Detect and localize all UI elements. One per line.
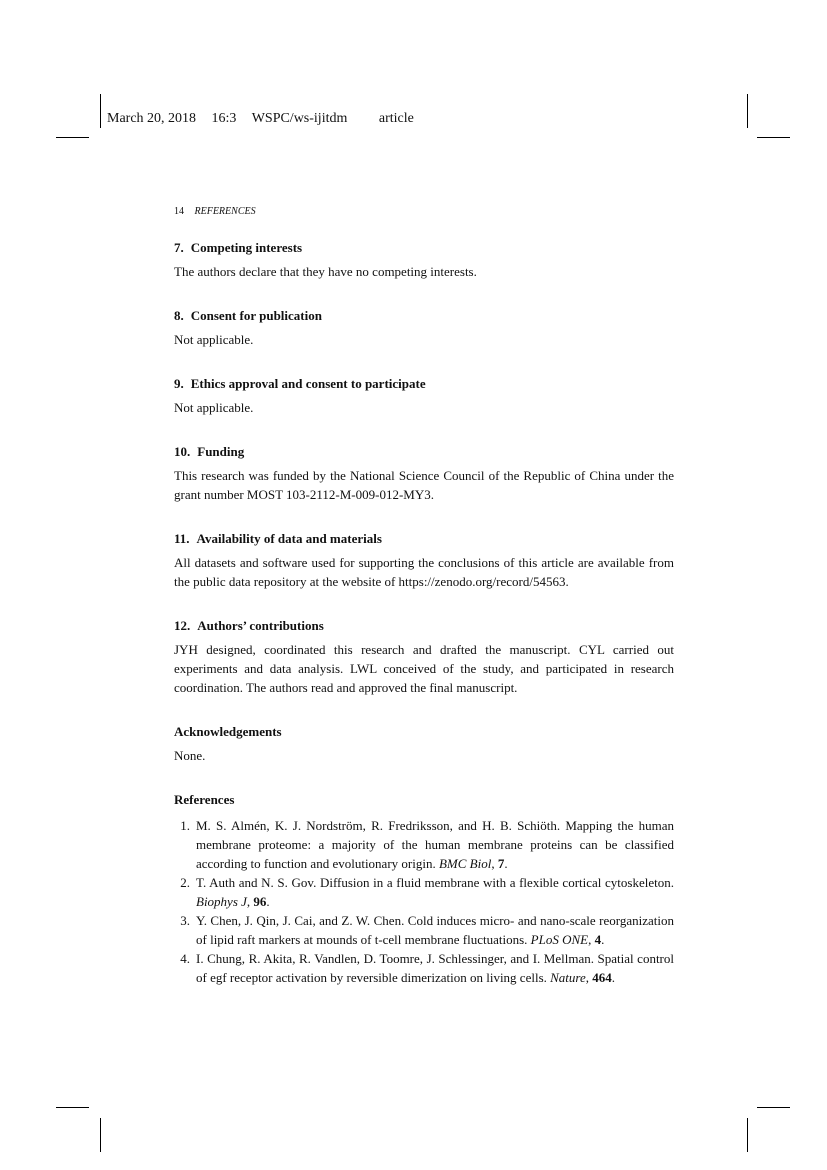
section-number: 10. <box>174 444 191 459</box>
reference-citation: M. S. Almén, K. J. Nordström, R. Fredriksson, and H. B. Schiöth. Mapping the human membrane proteome: a majority of the human membrane proteins can be classified according to function and evolutionary origin. <box>196 818 674 871</box>
reference-volume: 7 <box>497 856 505 871</box>
section-body: The authors declare that they have no competing interests. <box>174 264 477 279</box>
section-title: Consent for publication <box>190 308 322 323</box>
header-time: 16:3 <box>211 111 237 126</box>
section-body: Not applicable. <box>174 400 254 415</box>
header-date: March 20, 2018 <box>107 111 197 126</box>
section-number: 12. <box>174 618 191 633</box>
reference-text: T. Auth and N. S. Gov. Diffusion in a fluid membrane with a flexible cortical cytoskeleton. Biophys J, 96. <box>196 875 674 909</box>
reference-item <box>174 873 674 911</box>
reference-journal: Biophys J <box>196 894 247 909</box>
section-consent-for-publication <box>174 306 674 349</box>
crop-mark-top-left-vertical <box>100 94 101 128</box>
section-heading <box>174 442 674 461</box>
section-acknowledgements <box>174 722 674 765</box>
section-data-availability <box>174 529 674 591</box>
crop-mark-bottom-left-vertical <box>100 1118 101 1152</box>
section-number: 9. <box>174 376 184 391</box>
section-body: All datasets and software used for supporting the conclusions of this article are available from the public data repository at the website of https://zenodo.org/record/54563. <box>174 555 674 589</box>
section-title: Availability of data and materials <box>196 531 382 546</box>
section-body: This research was funded by the National Science Council of the Republic of China under the grant number MOST 103-2112-M-009-012-MY3. <box>174 468 674 502</box>
reference-citation: Y. Chen, J. Qin, J. Cai, and Z. W. Chen. Cold induces micro- and nano-scale reorganization of lipid raft markers at mounds of t-cell membrane fluctuations. <box>196 913 674 947</box>
section-heading <box>174 306 674 325</box>
reference-item <box>174 816 674 873</box>
reference-text: M. S. Almén, K. J. Nordström, R. Fredriksson, and H. B. Schiöth. Mapping the human membrane proteome: a majority of the human membrane proteins can be classified according to function and evolutionary origin. BMC Biol, 7. <box>196 818 674 871</box>
page-header <box>174 206 256 217</box>
page-number: 14 <box>174 206 184 217</box>
page-header-title: REFERENCES <box>194 206 256 217</box>
section-heading <box>174 616 674 635</box>
running-header <box>107 111 426 127</box>
header-type: article <box>378 111 414 126</box>
section-heading: References <box>174 792 235 807</box>
section-title: Authors’ contributions <box>197 618 324 633</box>
reference-text: I. Chung, R. Akita, R. Vandlen, D. Toomre, J. Schlessinger, and I. Mellman. Spatial control of egf receptor activation by reversible dimerization on living cells. Nature, 464. <box>196 951 674 985</box>
reference-journal: PLoS ONE <box>530 932 589 947</box>
section-heading <box>174 238 674 257</box>
reference-number: 3. <box>180 913 190 928</box>
section-funding <box>174 442 674 504</box>
reference-item <box>174 949 674 987</box>
section-competing-interests <box>174 238 674 281</box>
reference-number: 4. <box>180 951 190 966</box>
reference-journal: BMC Biol <box>438 856 492 871</box>
section-title: Funding <box>197 444 245 459</box>
reference-volume: 96 <box>253 894 267 909</box>
crop-mark-bottom-right-vertical <box>747 1118 748 1152</box>
crop-mark-top-right-horizontal <box>757 137 790 138</box>
crop-mark-bottom-left-horizontal <box>56 1107 89 1108</box>
section-ethics-approval <box>174 374 674 417</box>
section-heading: Acknowledgements <box>174 724 282 739</box>
crop-mark-top-left-horizontal <box>56 137 89 138</box>
section-authors-contributions <box>174 616 674 697</box>
reference-item <box>174 911 674 949</box>
section-heading <box>174 374 674 393</box>
section-title: Competing interests <box>190 240 303 255</box>
section-number: 11. <box>174 531 190 546</box>
section-number: 7. <box>174 240 184 255</box>
section-title: Ethics approval and consent to participate <box>190 376 426 391</box>
reference-citation: I. Chung, R. Akita, R. Vandlen, D. Toomre, J. Schlessinger, and I. Mellman. Spatial control of egf receptor activation by reversible dimerization on living cells. <box>196 951 674 985</box>
reference-list <box>174 816 674 987</box>
reference-volume: 4 <box>594 932 602 947</box>
section-body: None. <box>174 748 206 763</box>
reference-number: 1. <box>180 818 190 833</box>
section-body: JYH designed, coordinated this research and drafted the manuscript. CYL carried out experiments and data analysis. LWL conceived of the study, and participated in research coordination. The authors read and approved the final manuscript. <box>174 642 674 695</box>
reference-number: 2. <box>180 875 190 890</box>
reference-text: Y. Chen, J. Qin, J. Cai, and Z. W. Chen. Cold induces micro- and nano-scale reorganization of lipid raft markers at mounds of t-cell membrane fluctuations. PLoS ONE, 4. <box>196 913 674 947</box>
reference-volume: 464 <box>592 970 612 985</box>
reference-journal: Nature <box>550 970 586 985</box>
header-class: WSPC/ws-ijitdm <box>251 111 348 126</box>
crop-mark-top-right-vertical <box>747 94 748 128</box>
crop-mark-bottom-right-horizontal <box>757 1107 790 1108</box>
section-number: 8. <box>174 308 184 323</box>
section-heading <box>174 529 674 548</box>
section-references <box>174 790 674 987</box>
page-content <box>174 238 674 1012</box>
reference-citation: T. Auth and N. S. Gov. Diffusion in a fluid membrane with a flexible cortical cytoskeleton. <box>196 875 674 890</box>
section-body: Not applicable. <box>174 332 254 347</box>
